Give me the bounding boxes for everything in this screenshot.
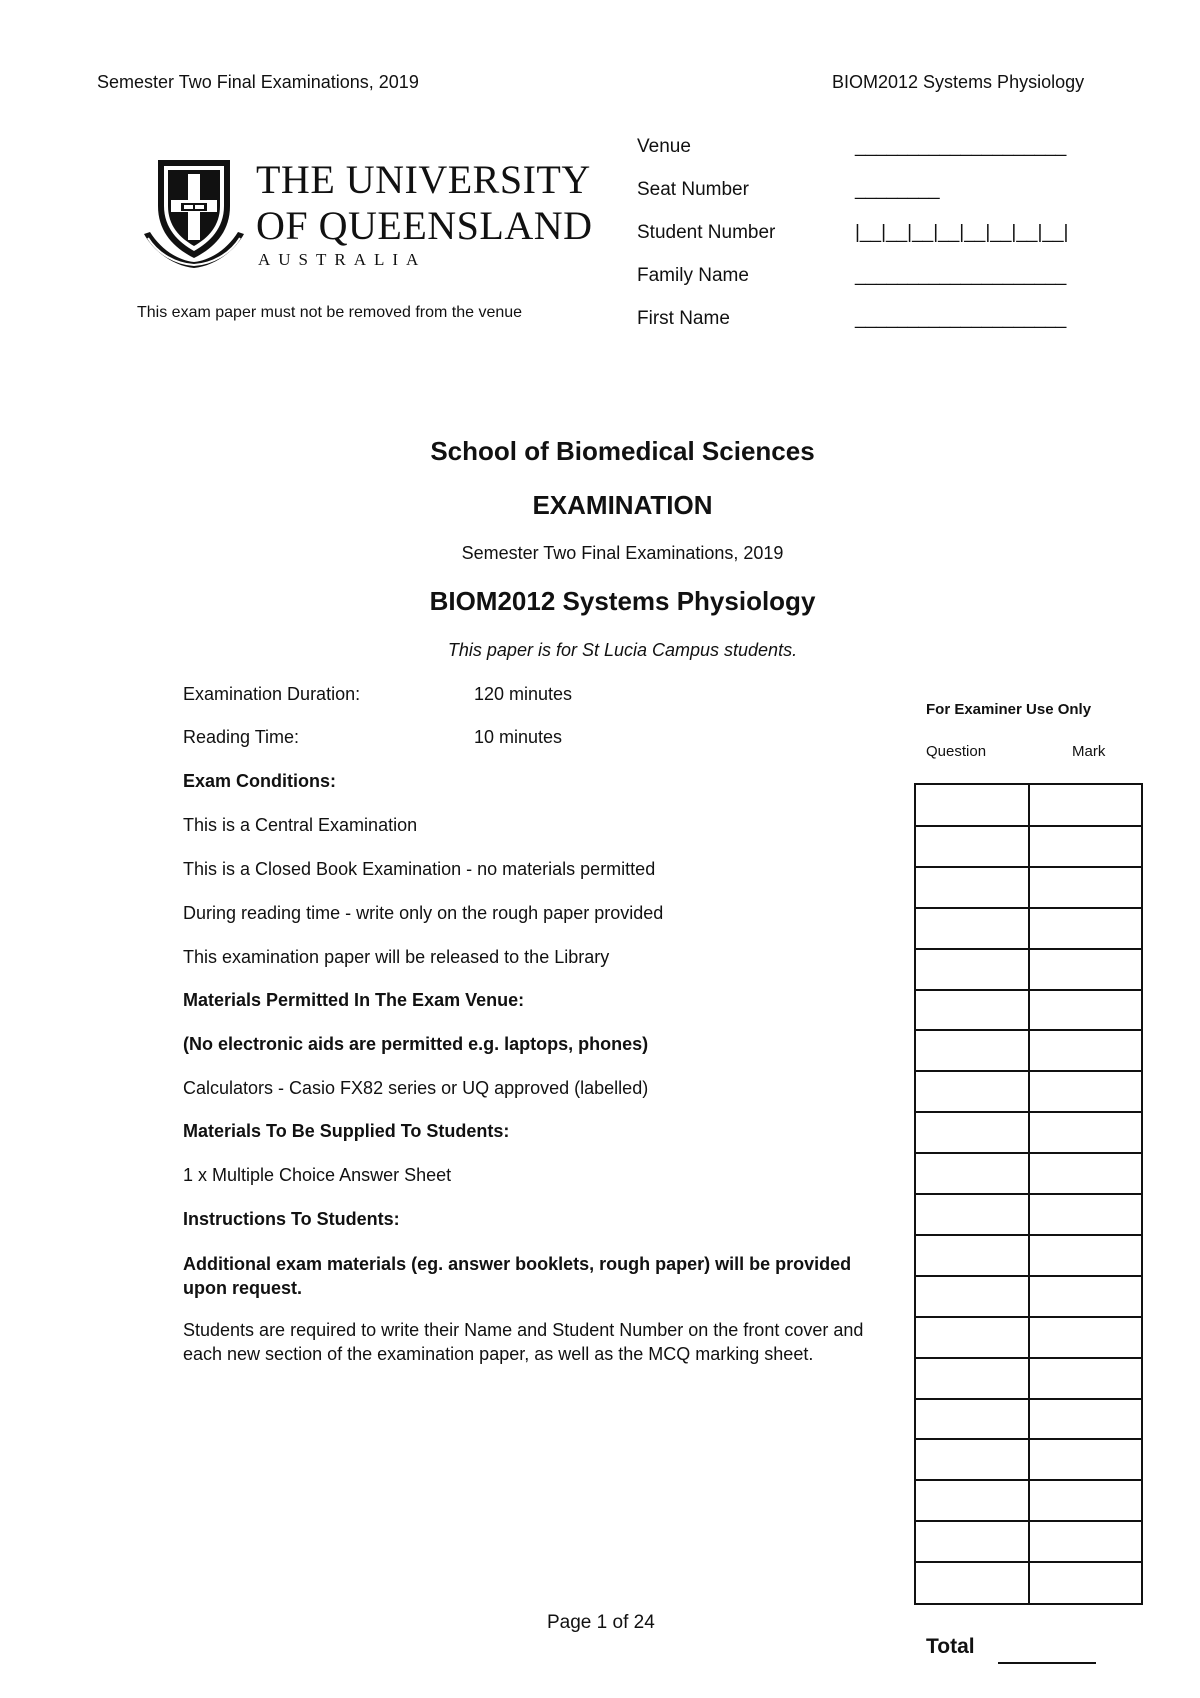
university-logo bbox=[144, 156, 593, 276]
table-row-divider bbox=[916, 1520, 1141, 1522]
condition-item: This is a Closed Book Examination - no materials permitted bbox=[183, 859, 656, 879]
removal-note: This exam paper must not be removed from the venue bbox=[137, 304, 523, 321]
field-blank[interactable]: ____________________ bbox=[855, 265, 1067, 286]
instructions-bold: Additional exam materials (eg. answer booklets, rough paper) will be provided upon request. bbox=[183, 1254, 852, 1298]
table-row-divider bbox=[916, 1316, 1141, 1318]
table-row-divider bbox=[916, 1561, 1141, 1563]
table-row-divider bbox=[916, 1357, 1141, 1359]
field-blank[interactable]: ________ bbox=[855, 179, 940, 200]
school-title: School of Biomedical Sciences bbox=[430, 436, 815, 466]
duration-value: 120 minutes bbox=[474, 684, 573, 704]
page-number: Page 1 of 24 bbox=[547, 1612, 655, 1633]
table-row-divider bbox=[916, 948, 1141, 950]
logo-text-line2: OF QUEENSLAND bbox=[256, 203, 593, 248]
field-label: First Name bbox=[637, 308, 730, 329]
semester-line: Semester Two Final Examinations, 2019 bbox=[461, 543, 784, 563]
table-row-divider bbox=[916, 1070, 1141, 1072]
conditions-heading: Exam Conditions: bbox=[183, 771, 337, 791]
logo-text-line3: AUSTRALIA bbox=[258, 250, 427, 269]
total-blank[interactable] bbox=[998, 1662, 1096, 1664]
table-row-divider bbox=[916, 1029, 1141, 1031]
table-row-divider bbox=[916, 1438, 1141, 1440]
field-blank[interactable]: ____________________ bbox=[855, 136, 1067, 157]
examiner-title: For Examiner Use Only bbox=[926, 701, 1092, 718]
table-row-divider bbox=[916, 1275, 1141, 1277]
field-blank[interactable]: |__|__|__|__|__|__|__|__| bbox=[855, 222, 1069, 243]
table-row-divider bbox=[916, 989, 1141, 991]
field-label: Student Number bbox=[637, 222, 776, 243]
examiner-mark-table bbox=[914, 783, 1143, 1605]
permitted-item: Calculators - Casio FX82 series or UQ approved (labelled) bbox=[183, 1078, 649, 1098]
table-row-divider bbox=[916, 907, 1141, 909]
supplied-heading: Materials To Be Supplied To Students: bbox=[183, 1121, 510, 1141]
reading-label: Reading Time: bbox=[183, 727, 300, 747]
mark-column-header: Mark bbox=[1072, 743, 1106, 760]
duration-label: Examination Duration: bbox=[183, 684, 361, 704]
course-title: BIOM2012 Systems Physiology bbox=[429, 586, 816, 616]
logo-text-line1: THE UNIVERSITY bbox=[256, 157, 591, 202]
table-row-divider bbox=[916, 1398, 1141, 1400]
field-label: Venue bbox=[637, 136, 691, 157]
campus-note: This paper is for St Lucia Campus students. bbox=[447, 640, 798, 660]
permitted-note: (No electronic aids are permitted e.g. laptops, phones) bbox=[183, 1034, 649, 1054]
condition-item: This examination paper will be released to the Library bbox=[183, 947, 610, 967]
table-row-divider bbox=[916, 1193, 1141, 1195]
field-label: Seat Number bbox=[637, 179, 749, 200]
table-row-divider bbox=[916, 825, 1141, 827]
field-label: Family Name bbox=[637, 265, 749, 286]
total-label: Total bbox=[926, 1635, 975, 1658]
reading-value: 10 minutes bbox=[474, 727, 563, 747]
field-blank[interactable]: ____________________ bbox=[855, 308, 1067, 329]
crest-icon bbox=[144, 156, 244, 276]
instructions-heading: Instructions To Students: bbox=[183, 1209, 400, 1229]
condition-item: This is a Central Examination bbox=[183, 815, 418, 835]
table-row-divider bbox=[916, 1234, 1141, 1236]
permitted-heading: Materials Permitted In The Exam Venue: bbox=[183, 990, 525, 1010]
running-header-right: BIOM2012 Systems Physiology bbox=[832, 72, 1085, 92]
supplied-item: 1 x Multiple Choice Answer Sheet bbox=[183, 1165, 452, 1185]
table-row-divider bbox=[916, 1479, 1141, 1481]
table-row-divider bbox=[916, 1152, 1141, 1154]
table-row-divider bbox=[916, 1111, 1141, 1113]
table-row-divider bbox=[916, 866, 1141, 868]
question-column-header: Question bbox=[926, 743, 987, 760]
condition-item: During reading time - write only on the rough paper provided bbox=[183, 903, 664, 923]
exam-heading: EXAMINATION bbox=[532, 490, 713, 520]
running-header-left: Semester Two Final Examinations, 2019 bbox=[97, 72, 419, 92]
instructions-text: Students are required to write their Name and Student Number on the front cover and each new section of the examination paper, as well as the MCQ marking sheet. bbox=[183, 1320, 864, 1364]
